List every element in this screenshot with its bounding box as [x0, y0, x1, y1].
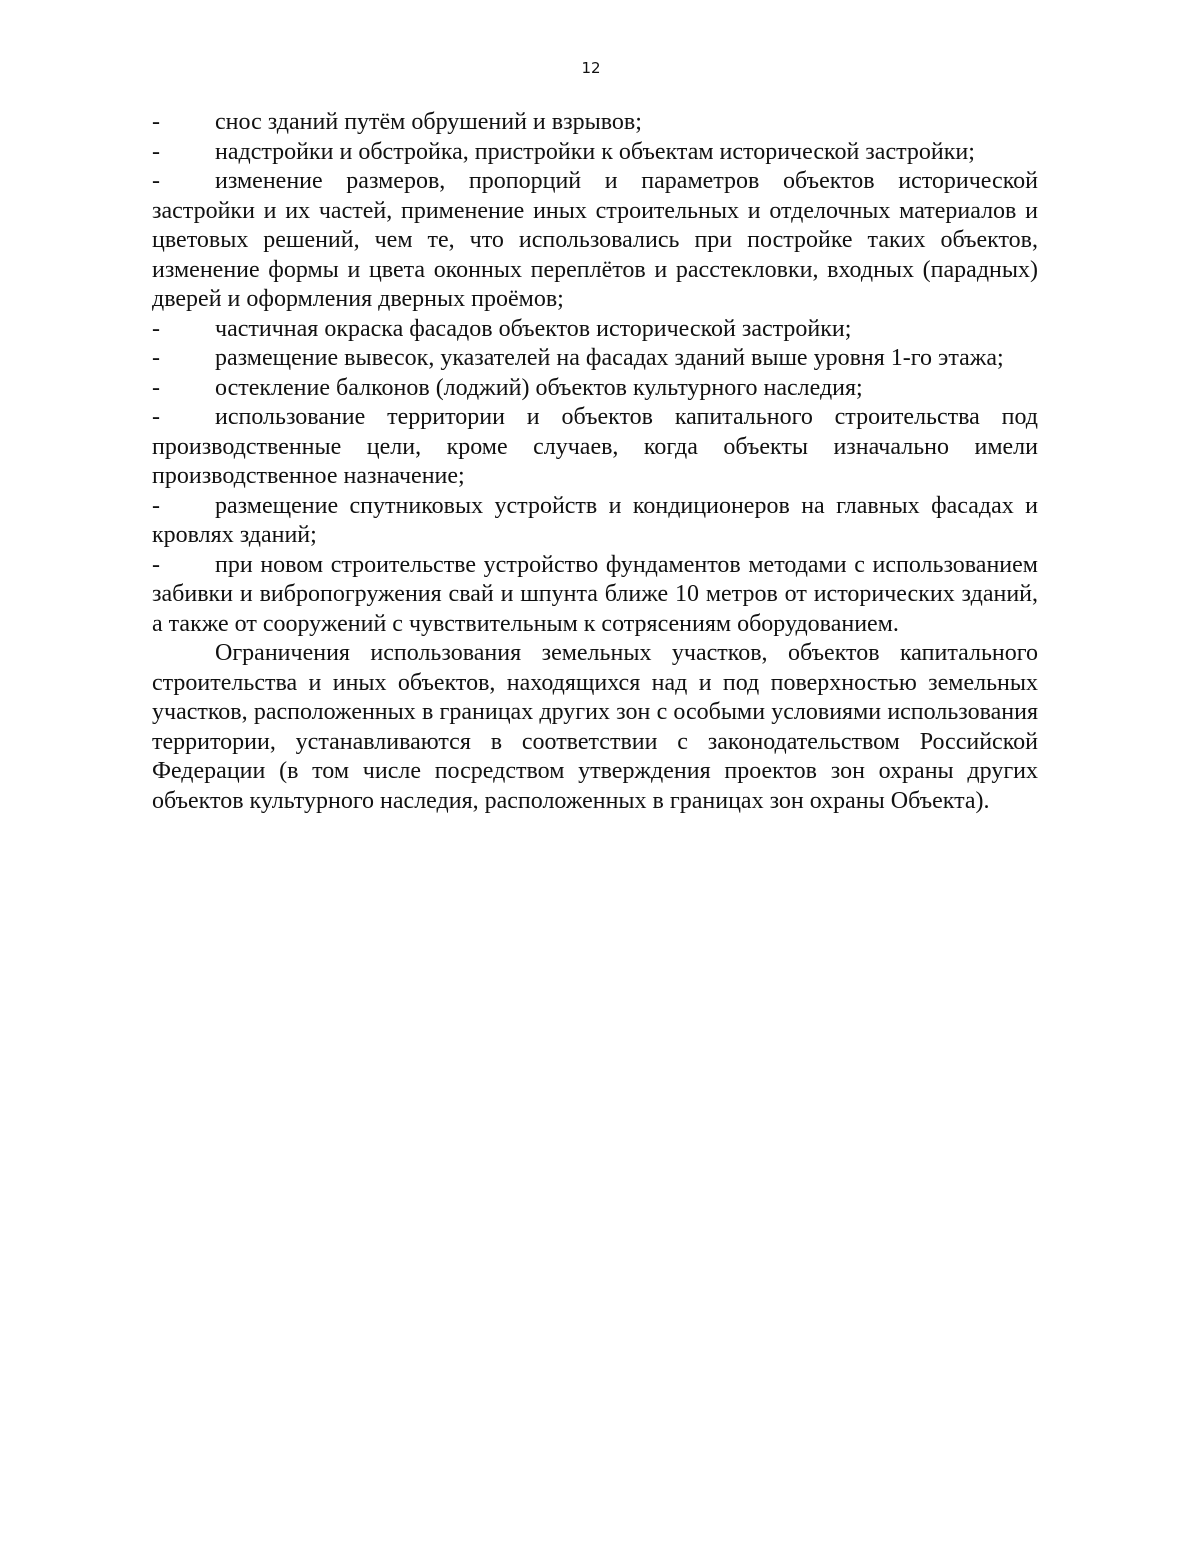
- list-dash: -: [152, 345, 160, 371]
- list-item: [152, 403, 1038, 492]
- list-item-text: при новом строительстве устройство фундаментов методами с использованием забивки и вибропогружения свай и шпунта ближе 10 метров от исторических зданий, а также от сооружений с чувствительным к сотрясениям оборудованием.: [152, 551, 1038, 637]
- list-item: [152, 167, 1038, 315]
- list-dash: -: [152, 492, 160, 519]
- list-item: [152, 108, 1038, 138]
- list-dash: -: [152, 109, 160, 135]
- list-dash: -: [152, 138, 160, 165]
- list-item: [152, 344, 1038, 374]
- list-item: [152, 551, 1038, 640]
- restrictions-paragraph: Ограничения использования земельных участков, объектов капитального строительства и иных объектов, находящихся над и под поверхностью земельных участков, расположенных в границах других зон с особыми условиями использования территории, устанавливаются в соответствии с законодательством Российской Федерации (в том числе посредством утверждения проектов зон охраны других объектов культурного наследия, расположенных в границах зон охраны Объекта).: [152, 640, 1038, 814]
- list-item: [152, 138, 1038, 168]
- list-item: [152, 374, 1038, 404]
- list-item-text: изменение размеров, пропорций и параметров объектов исторической застройки и их частей, применение иных строительных и отделочных материалов и цветовых решений, чем те, что использовались при постройке таких объектов, изменение формы и цвета оконных переплётов и расстекловки, входных (парадных) дверей и оформления дверных проёмов;: [152, 168, 1038, 312]
- list-item-text: размещение спутниковых устройств и кондиционеров на главных фасадах и кровлях зданий;: [152, 492, 1038, 548]
- page-number: 12: [581, 59, 601, 77]
- list-item: [152, 492, 1038, 551]
- list-dash: -: [152, 374, 160, 401]
- document-body: [152, 108, 1038, 816]
- list-item-text: надстройки и обстройка, пристройки к объектам исторической застройки;: [215, 138, 975, 165]
- list-item-text: снос зданий путём обрушений и взрывов;: [215, 109, 642, 135]
- list-item-text: размещение вывесок, указателей на фасадах зданий выше уровня 1-го этажа;: [215, 345, 1004, 371]
- list-item-text: остекление балконов (лоджий) объектов культурного наследия;: [215, 374, 863, 401]
- list-item: [152, 315, 1038, 345]
- list-item-text: использование территории и объектов капитального строительства под производственные цели, кроме случаев, когда объекты изначально имели производственное назначение;: [152, 404, 1038, 489]
- list-item-text: частичная окраска фасадов объектов исторической застройки;: [215, 315, 852, 342]
- list-dash: -: [152, 168, 160, 194]
- list-dash: -: [152, 404, 160, 430]
- list-dash: -: [152, 315, 160, 342]
- list-dash: -: [152, 551, 160, 578]
